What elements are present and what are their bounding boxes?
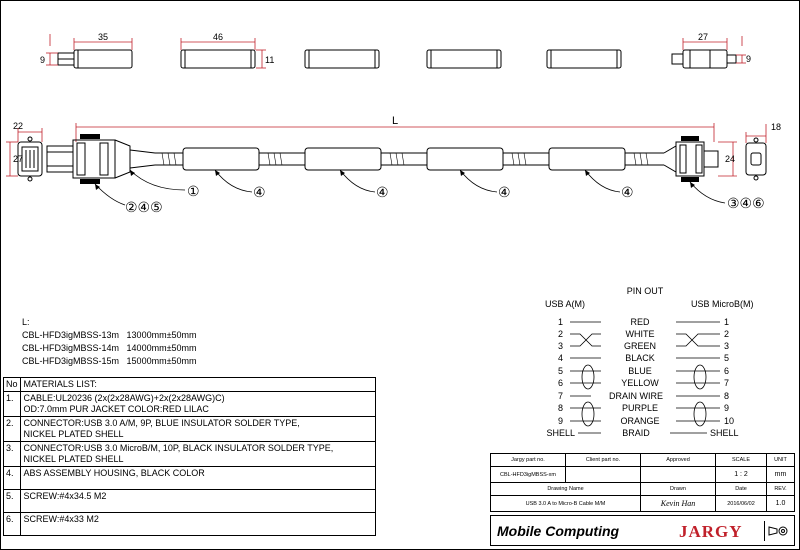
length-heading: L: bbox=[22, 317, 30, 327]
materials-row: 4. ABS ASSEMBLY HOUSING, BLACK COLOR bbox=[4, 467, 376, 490]
length-row: CBL-HFD3igMBSS-13m 13000mm±50mm bbox=[22, 330, 197, 340]
pinout-color: RED bbox=[630, 317, 650, 327]
dim-left-plug-height bbox=[46, 34, 58, 65]
pinout-right-header: USB MicroB(M) bbox=[691, 299, 754, 309]
label-approved: Approved bbox=[641, 454, 716, 467]
cable-jacket bbox=[155, 153, 664, 165]
value-approved bbox=[641, 467, 716, 483]
length-options bbox=[22, 316, 197, 368]
pinout-color: BRAID bbox=[622, 428, 650, 438]
dim-24-label: 24 bbox=[725, 154, 736, 164]
pinout-left-pin: 3 bbox=[557, 341, 563, 351]
dim-22-label: 22 bbox=[13, 121, 24, 131]
value-date: 2016/06/02 bbox=[716, 496, 767, 512]
balloon-4-c: ④ bbox=[498, 184, 511, 200]
leader-arrowheads bbox=[95, 170, 695, 190]
usb-microb-connector bbox=[664, 142, 718, 176]
pinout-right-pin: 9 bbox=[724, 403, 730, 413]
ferrite-core-2 bbox=[305, 148, 381, 170]
logo-strip bbox=[490, 515, 795, 546]
pinout-title: PIN OUT bbox=[626, 286, 664, 296]
pinout-left-pin: 6 bbox=[557, 378, 563, 388]
value-jargy-part: CBL-HFD3igMBSS-xm bbox=[491, 467, 566, 483]
dim-11-label: 11 bbox=[265, 55, 275, 65]
dim-18-label: 18 bbox=[771, 122, 782, 132]
pinout-color: WHITE bbox=[625, 329, 655, 339]
usb-a-connector bbox=[47, 140, 155, 178]
dim-27-face-label: 27 bbox=[13, 154, 24, 164]
pinout-left-pin: 8 bbox=[557, 403, 563, 413]
materials-header bbox=[4, 378, 376, 392]
ferrite-core-4 bbox=[549, 148, 625, 170]
pinout-right-pin: 5 bbox=[724, 353, 730, 363]
pinout-left-pin: 4 bbox=[557, 353, 563, 363]
materials-row: 1. CABLE:UL20236 (2x(2x28AWG)+2x(2x28AWG)C) OD:7.0mm PUR JACKET COLOR:RED LILAC bbox=[4, 392, 376, 417]
materials-row: 6. SCREW:#4x33 M2 bbox=[4, 513, 376, 536]
label-client-part: Client part no. bbox=[566, 454, 641, 467]
title-block bbox=[490, 453, 795, 512]
dim-35-label: 35 bbox=[97, 32, 109, 42]
dim-right-plug-height bbox=[736, 36, 746, 63]
value-scale: 1 : 2 bbox=[716, 467, 767, 483]
balloon-group-right: ③④⑥ bbox=[727, 195, 765, 211]
ferrite-profile-3 bbox=[427, 50, 501, 68]
label-jargy-part: Jargy part no. bbox=[491, 454, 566, 467]
pinout-color: DRAIN WIRE bbox=[609, 391, 663, 401]
materials-row: 3. CONNECTOR:USB 3.0 MicroB/M, 10P, BLACK INSULATOR SOLDER TYPE, NICKEL PLATED SHELL bbox=[4, 442, 376, 467]
balloon-4-a: ④ bbox=[253, 184, 266, 200]
pinout-color: GREEN bbox=[623, 341, 657, 351]
materials-header-no: No bbox=[4, 378, 21, 392]
pinout-right-pin: 6 bbox=[724, 366, 730, 376]
pinout-left-pin: 9 bbox=[557, 416, 563, 426]
pinout-right-pin: 8 bbox=[724, 391, 730, 401]
pinout-right-pin: SHELL bbox=[710, 428, 739, 438]
usb-microb-face-view bbox=[746, 138, 766, 180]
pinout-color: PURPLE bbox=[621, 403, 659, 413]
label-drawn: Drawn bbox=[641, 483, 716, 496]
pinout-color: YELLOW bbox=[621, 378, 659, 388]
ferrite-profile-2 bbox=[305, 50, 379, 68]
mobile-computing-logo: Mobile Computing bbox=[497, 523, 620, 539]
label-date: Date bbox=[716, 483, 767, 496]
materials-row: 2. CONNECTOR:USB 3.0 A/M, 9P, BLUE INSULATOR SOLDER TYPE, NICKEL PLATED SHELL bbox=[4, 417, 376, 442]
pinout-left-pin: 1 bbox=[557, 317, 563, 327]
dim-27-top-label: 27 bbox=[697, 32, 709, 42]
balloon-4-b: ④ bbox=[376, 184, 389, 200]
pinout-right-pin: 3 bbox=[724, 341, 730, 351]
materials-header-title: MATERIALS LIST: bbox=[20, 378, 375, 392]
pinout-color: BLACK bbox=[625, 353, 655, 363]
projection-symbol-icon bbox=[764, 521, 791, 541]
value-unit: mm bbox=[767, 467, 795, 483]
pinout-right-pin: 2 bbox=[724, 329, 730, 339]
length-row: CBL-HFD3igMBSS-14m 14000mm±50mm bbox=[22, 343, 197, 353]
balloon-group-left: ②④⑤ bbox=[125, 199, 163, 215]
balloon-1: ① bbox=[187, 183, 200, 199]
label-scale: SCALE bbox=[716, 454, 767, 467]
cable-braid-hatch bbox=[162, 153, 648, 165]
ferrite-profile-4 bbox=[547, 50, 621, 68]
pinout-color: ORANGE bbox=[620, 416, 660, 426]
pinout-left-pin: 5 bbox=[557, 366, 563, 376]
dim-9-right-label: 9 bbox=[746, 54, 752, 64]
pinout-color: BLUE bbox=[628, 366, 652, 376]
materials-list bbox=[3, 377, 376, 536]
pinout-left-pin: 7 bbox=[557, 391, 563, 401]
pinout-right-pin: 1 bbox=[724, 317, 730, 327]
ferrite-profile-1 bbox=[181, 50, 255, 68]
ferrite-core-1 bbox=[183, 148, 259, 170]
dim-microb-face-width bbox=[746, 124, 766, 143]
pinout-left-pin: 2 bbox=[557, 329, 563, 339]
value-client-part bbox=[566, 467, 641, 483]
label-unit: UNIT bbox=[767, 454, 795, 467]
value-rev: 1.0 bbox=[767, 496, 795, 512]
usb-a-screws bbox=[80, 134, 100, 184]
label-drawing-name: Drawing Name bbox=[491, 483, 641, 496]
value-drawing-name: USB 3.0 A to Micro-B Cable M/M bbox=[491, 496, 641, 512]
balloon-4-d: ④ bbox=[621, 184, 634, 200]
ferrite-core-3 bbox=[427, 148, 503, 170]
pinout-left-pin: SHELL bbox=[546, 428, 575, 438]
pinout-right-pin: 7 bbox=[724, 378, 730, 388]
pinout-right-pin: 10 bbox=[724, 416, 735, 426]
pinout-left-header: USB A(M) bbox=[545, 299, 586, 309]
left-plug-profile bbox=[58, 50, 132, 68]
dim-46-label: 46 bbox=[212, 32, 224, 42]
value-drawn: Kevin Han bbox=[641, 496, 716, 512]
length-row: CBL-HFD3igMBSS-15m 15000mm±50mm bbox=[22, 356, 197, 366]
dim-9-left-label: 9 bbox=[40, 55, 46, 65]
label-rev: REV. bbox=[767, 483, 795, 496]
dim-L-label: L bbox=[391, 115, 399, 127]
right-plug-profile bbox=[672, 50, 736, 68]
materials-row: 5. SCREW:#4x34.5 M2 bbox=[4, 490, 376, 513]
jargy-logo: JARGY bbox=[679, 522, 743, 541]
